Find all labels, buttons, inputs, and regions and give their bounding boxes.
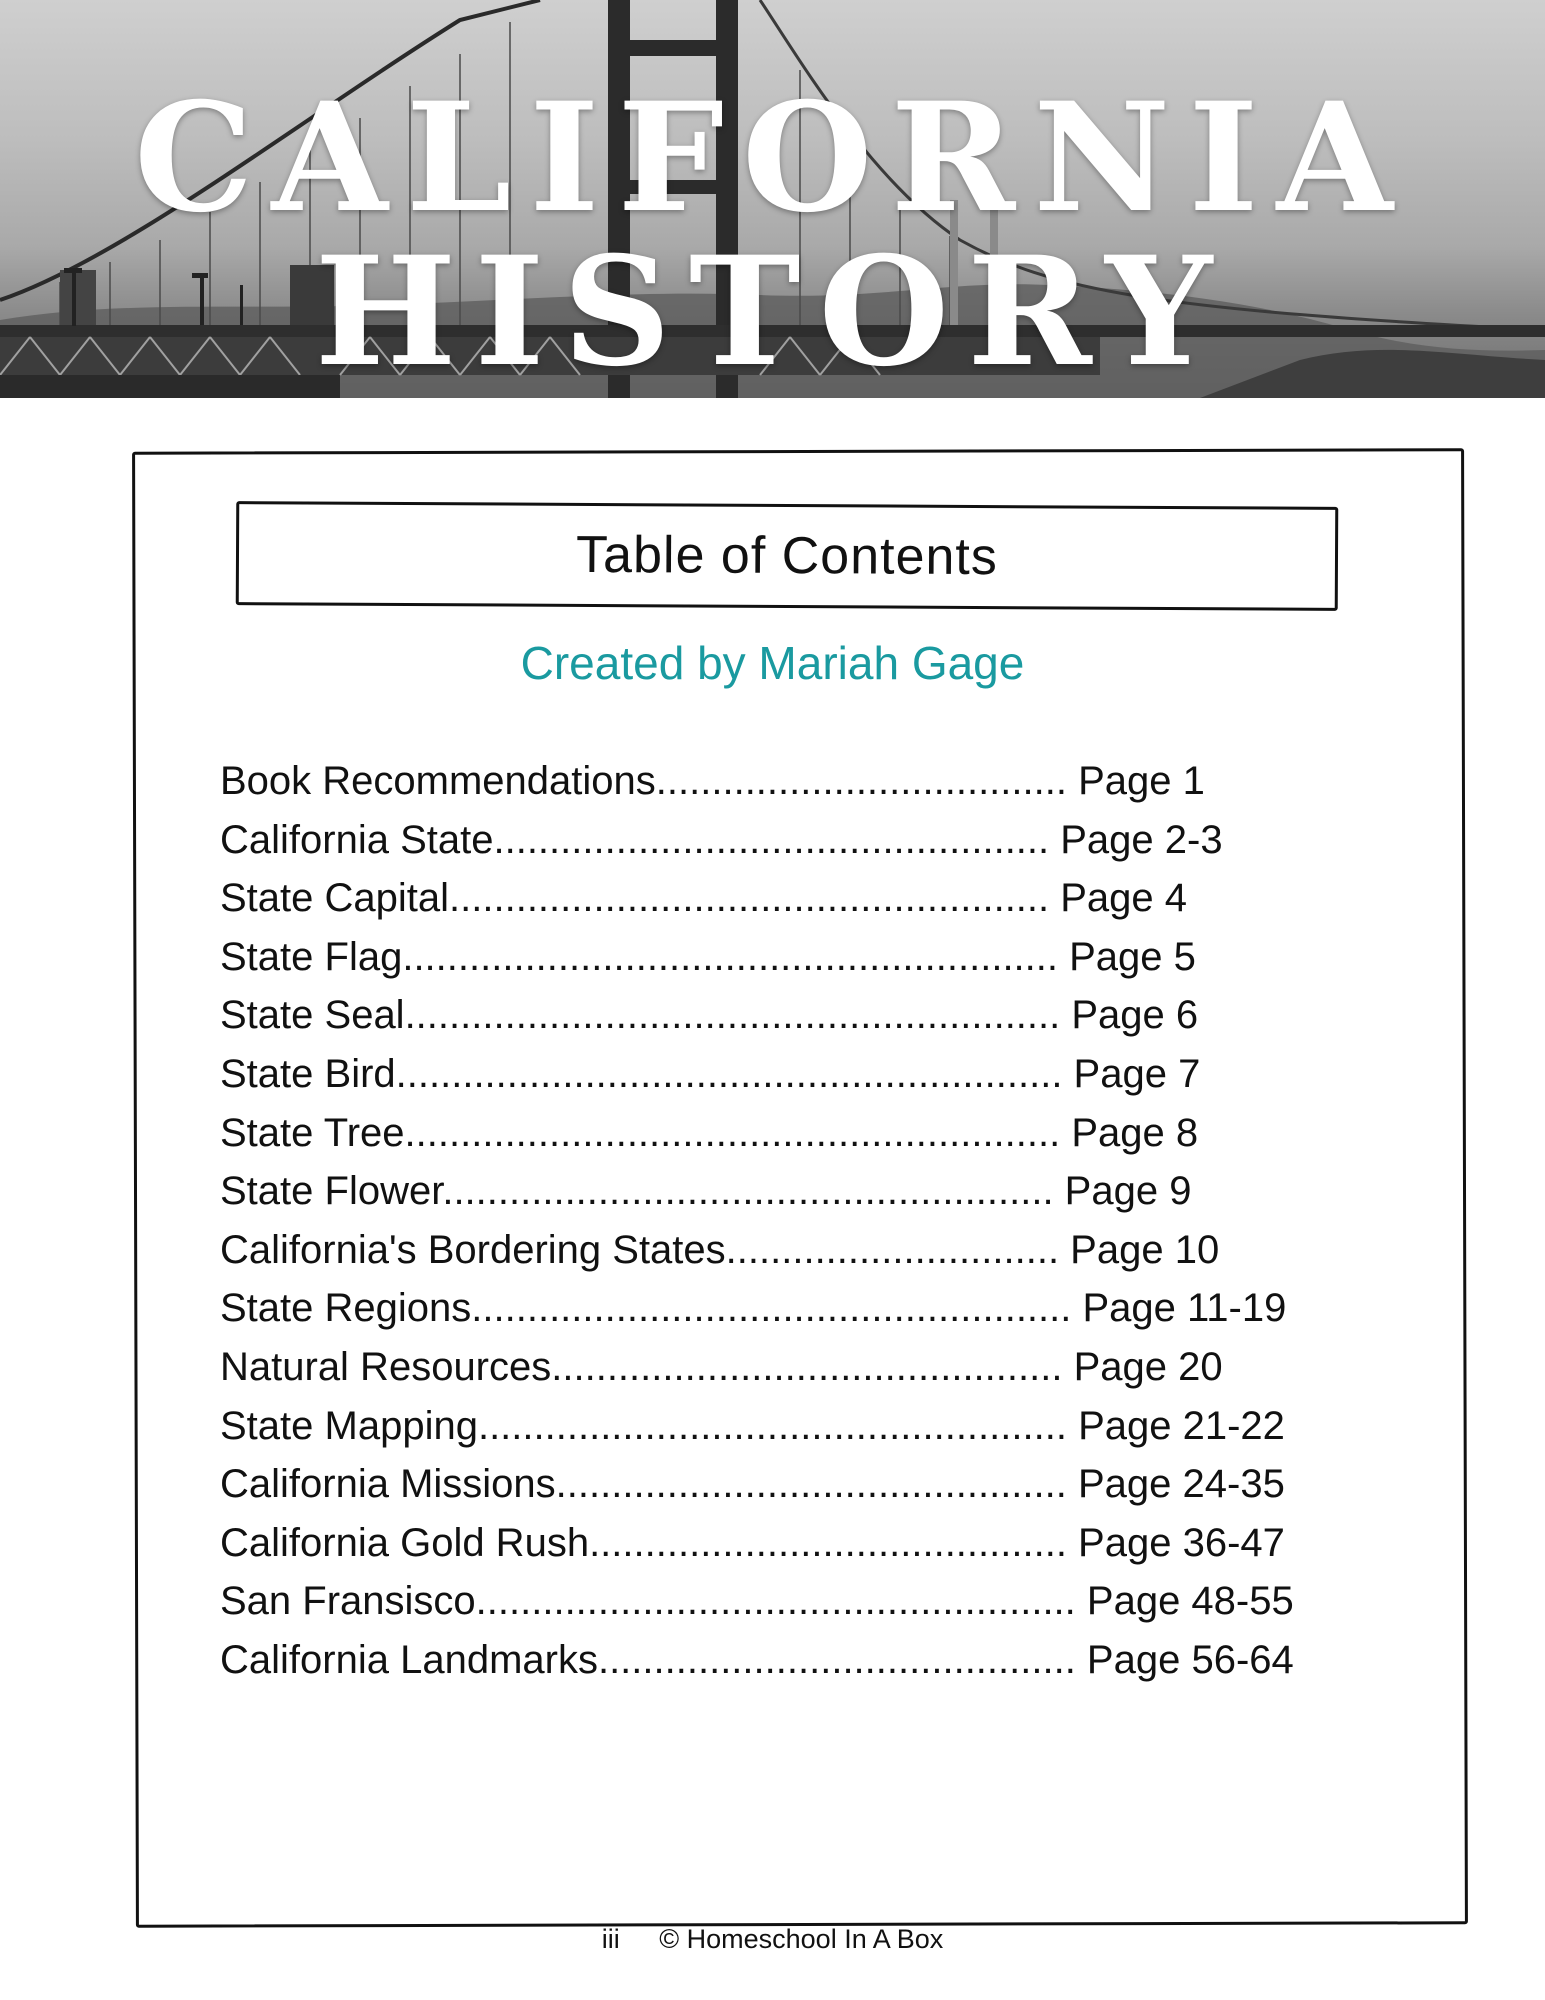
toc-entry: State Bird............................................................ Page 7 — [220, 1051, 1201, 1096]
toc-entry: State Seal........................................................... Page 6 — [220, 993, 1199, 1038]
page-footer — [0, 1924, 1545, 1955]
header-banner — [0, 0, 1545, 398]
toc-title-box — [236, 501, 1339, 611]
toc-entry: California Missions.............................................. Page 24-35 — [220, 1462, 1285, 1507]
toc-entry: State Mapping..................................................... Page 21-22 — [220, 1403, 1285, 1448]
toc-entry: California State.................................................. Page 2-3 — [220, 817, 1223, 862]
toc-title: Table of Contents — [575, 525, 998, 587]
toc-entry: State Flag........................................................... Page 5 — [220, 934, 1196, 979]
toc-entry: State Tree........................................................... Page 8 — [220, 1110, 1199, 1155]
toc-entry: Book Recommendations..................................... Page 1 — [220, 759, 1205, 803]
toc-entry: State Flower....................................................... Page 9 — [220, 1169, 1192, 1214]
toc-entry: California Gold Rush........................................... Page 36-47 — [220, 1520, 1285, 1565]
toc-list — [220, 752, 1370, 1690]
toc-entry: State Regions...................................................... Page 11-19 — [220, 1286, 1287, 1331]
toc-entry: San Fransisco...................................................... Page 48-55 — [220, 1579, 1294, 1624]
author-credit: Created by Mariah Gage — [520, 637, 1025, 689]
copyright-text: © Homeschool In A Box — [659, 1924, 944, 1954]
banner-title-line1: CALIFORNIA — [134, 70, 1411, 246]
toc-entry: Natural Resources.............................................. Page 20 — [220, 1344, 1223, 1389]
toc-entry: California Landmarks........................................... Page 56-64 — [220, 1637, 1294, 1682]
banner-title-line2: HISTORY — [314, 224, 1231, 398]
toc-entry: State Capital...................................................... Page 4 — [220, 876, 1188, 921]
toc-entry: California's Bordering States.............................. Page 10 — [220, 1227, 1220, 1272]
page-number: iii — [601, 1924, 620, 1954]
